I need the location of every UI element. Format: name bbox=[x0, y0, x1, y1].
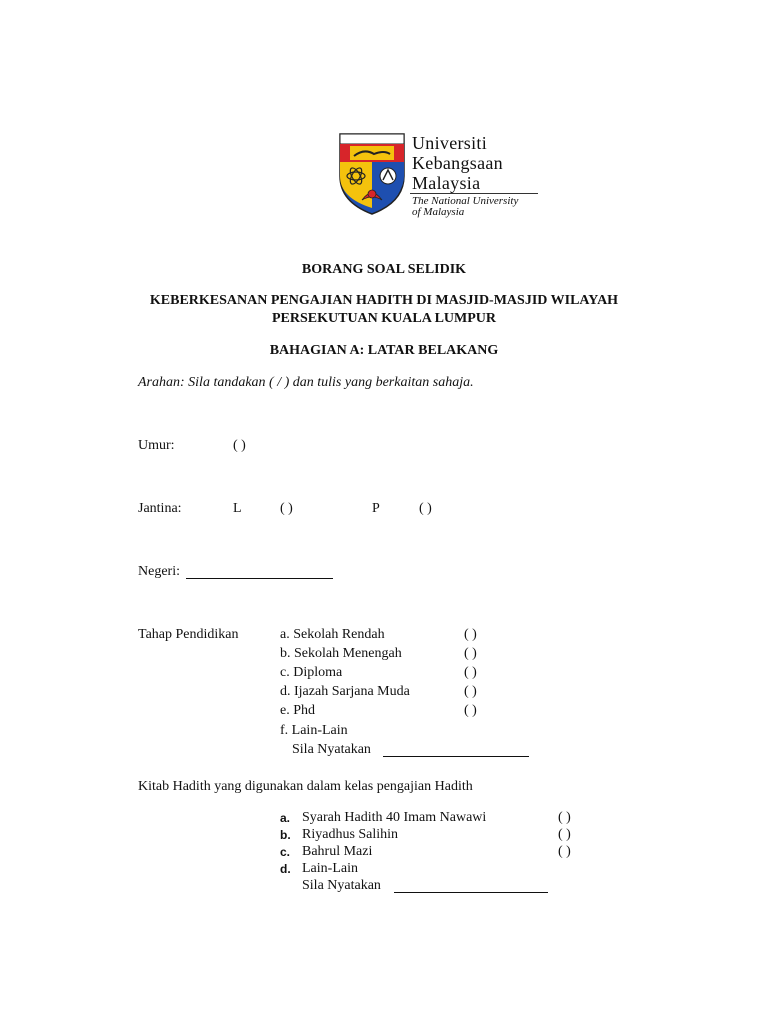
age-label: Umur: bbox=[138, 438, 175, 453]
section-heading: BAHAGIAN A: LATAR BELAKANG bbox=[269, 343, 499, 358]
kitab-specify-label: Sila Nyatakan bbox=[302, 878, 381, 893]
age-checkbox[interactable]: ( ) bbox=[233, 438, 246, 453]
kitab-option-letter: d. bbox=[280, 862, 291, 876]
kitab-option: Riyadhus Salihin bbox=[302, 827, 399, 842]
education-option: d. Ijazah Sarjana Muda bbox=[280, 684, 410, 699]
logo-name-line-1: Universiti bbox=[412, 133, 487, 153]
education-specify-input[interactable] bbox=[383, 742, 529, 757]
logo-divider bbox=[410, 193, 538, 194]
education-checkbox[interactable]: ( ) bbox=[464, 627, 477, 642]
education-checkbox[interactable]: ( ) bbox=[464, 703, 477, 718]
education-checkbox[interactable]: ( ) bbox=[464, 684, 477, 699]
kitab-option: Bahrul Mazi bbox=[302, 844, 373, 859]
kitab-option-letter: a. bbox=[280, 811, 291, 825]
kitab-option-letter: b. bbox=[280, 828, 291, 842]
education-option: a. Sekolah Rendah bbox=[280, 627, 385, 642]
logo-name-line-3: Malaysia bbox=[412, 173, 481, 193]
kitab-checkbox[interactable]: ( ) bbox=[558, 810, 571, 825]
gender-male-checkbox[interactable]: ( ) bbox=[280, 501, 293, 516]
kitab-question: Kitab Hadith yang digunakan dalam kelas pengajian Hadith bbox=[138, 779, 473, 794]
gender-label: Jantina: bbox=[138, 501, 182, 516]
state-label: Negeri: bbox=[138, 564, 180, 579]
kitab-specify-input[interactable] bbox=[394, 878, 548, 893]
education-label: Tahap Pendidikan bbox=[138, 627, 239, 642]
logo-english-line-2: of Malaysia bbox=[412, 206, 465, 218]
instruction-text: Arahan: Sila tandakan ( / ) dan tulis yang berkaitan sahaja. bbox=[138, 375, 474, 390]
kitab-option-letter: c. bbox=[280, 845, 291, 859]
kitab-checkbox[interactable]: ( ) bbox=[558, 844, 571, 859]
education-option: e. Phd bbox=[280, 703, 315, 718]
kitab-option: Syarah Hadith 40 Imam Nawawi bbox=[302, 810, 487, 825]
logo-name-line-2: Kebangsaan bbox=[412, 153, 503, 173]
gender-female-checkbox[interactable]: ( ) bbox=[419, 501, 432, 516]
education-option: b. Sekolah Menengah bbox=[280, 646, 402, 661]
ukm-crest-icon bbox=[336, 130, 408, 216]
form-subtitle-line-2: PERSEKUTUAN KUALA LUMPUR bbox=[271, 311, 496, 326]
education-option: f. Lain-Lain bbox=[280, 723, 348, 738]
education-specify-label: Sila Nyatakan bbox=[292, 742, 371, 757]
gender-female-label: P bbox=[372, 501, 380, 516]
logo-english-line-1: The National University bbox=[412, 195, 519, 207]
education-checkbox[interactable]: ( ) bbox=[464, 665, 477, 680]
form-subtitle-line-1: KEBERKESANAN PENGAJIAN HADITH DI MASJID-MASJID WILAYAH bbox=[149, 293, 619, 308]
education-option: c. Diploma bbox=[280, 665, 343, 680]
kitab-option: Lain-Lain bbox=[302, 861, 358, 876]
kitab-checkbox[interactable]: ( ) bbox=[558, 827, 571, 842]
state-input[interactable] bbox=[186, 564, 333, 579]
education-checkbox[interactable]: ( ) bbox=[464, 646, 477, 661]
gender-male-label: L bbox=[233, 501, 242, 516]
form-title: BORANG SOAL SELIDIK bbox=[301, 262, 467, 277]
